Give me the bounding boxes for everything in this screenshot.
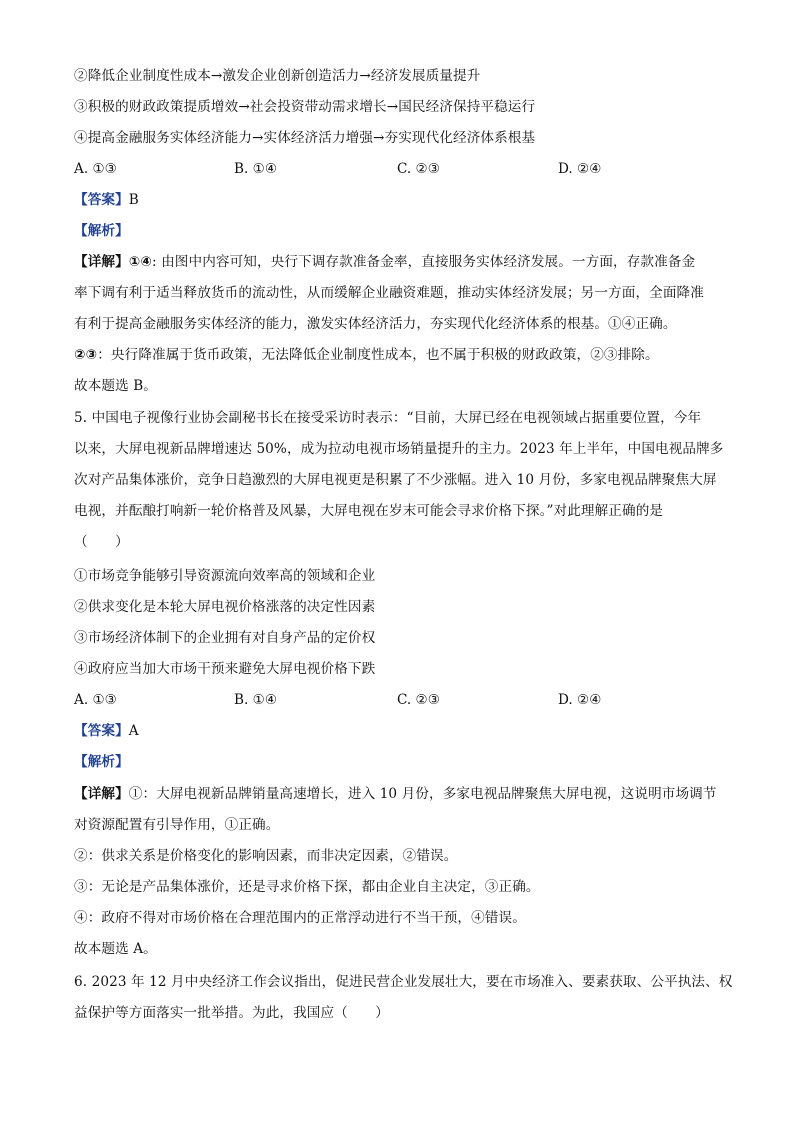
analysis-tag: 【解析】 [74, 223, 129, 239]
q4-detail-line-1 [74, 252, 720, 272]
q5-statement-2: ②供求变化是本轮大屏电视价格涨落的决定性因素 [74, 599, 376, 615]
q4-option-3: ③积极的财政政策提质增效→社会投资带动需求增长→国民经济保持平稳运行 [74, 99, 536, 115]
detail-text: ：央行降准属于货币政策，无法降低企业制度性成本，也不属于积极的财政政策，②③排除。 [97, 347, 659, 363]
answer-tag: 【答案】 [74, 723, 129, 739]
q4-choice-c: C. ②③ [397, 161, 440, 177]
q4-choice-b: B. ①④ [234, 161, 278, 177]
analysis-tag: 【解析】 [74, 754, 129, 770]
detail-tag: 【详解】 [74, 254, 129, 270]
q4-answer [74, 190, 720, 210]
q5-stem-line-5: （ ） [74, 534, 129, 550]
q5-statement-3: ③市场经济体制下的企业拥有对自身产品的定价权 [74, 630, 376, 646]
q4-analysis-heading [74, 221, 720, 241]
q4-detail-line-4 [74, 345, 720, 365]
answer-tag: 【答案】 [74, 192, 129, 208]
q5-stem-line-3: 次对产品集体涨价，竞争日趋激烈的大屏电视更是积累了不少涨幅。进入 10 月份，多家电视品牌聚焦大屏 [74, 472, 717, 488]
q5-choice-a: A. ①③ [74, 692, 117, 708]
q5-stem-line-1: 5. 中国电子视像行业协会副秘书长在接受采访时表示：“目前，大屏已经在电视领域占据重要位置，今年 [74, 410, 702, 426]
q5-detail-line-4: ③：无论是产品集体涨价，还是寻求价格下探，都由企业自主决定，③正确。 [74, 879, 540, 895]
q4-choice-d: D. ②④ [558, 161, 602, 177]
detail-text: ①：大屏电视新品牌销量高速增长，进入 10 月份，多家电视品牌聚焦大屏电视，这说明市场调节 [128, 786, 717, 802]
detail-tag: 【详解】 [74, 786, 129, 802]
q5-detail-line-1 [74, 784, 720, 804]
detail-bold-marker-2: ②③ [74, 347, 98, 363]
q5-conclusion: 故本题选 A。 [74, 941, 157, 957]
q5-detail-line-2: 对资源配置有引导作用，①正确。 [74, 817, 280, 833]
q5-analysis-heading [74, 752, 720, 772]
q4-detail-line-2: 率下调有利于适当释放货币的流动性，从而缓解企业融资难题，推动实体经济发展；另一方面，全面降准 [74, 285, 704, 301]
q4-conclusion: 故本题选 B。 [74, 378, 157, 394]
answer-value: B [128, 192, 139, 208]
q5-statement-1: ①市场竞争能够引导资源流向效率高的领域和企业 [74, 568, 376, 584]
q4-choice-a: A. ①③ [74, 161, 117, 177]
q5-choice-d: D. ②④ [558, 692, 602, 708]
q5-stem-line-2: 以来，大屏电视新品牌增速达 50%，成为拉动电视市场销量提升的主力。2023 年上半年，中国电视品牌多 [74, 441, 724, 457]
q4-option-2: ②降低企业制度性成本→激发企业创新创造活力→经济发展质量提升 [74, 68, 481, 84]
q5-statement-4: ④政府应当加大市场干预来避免大屏电视价格下跌 [74, 661, 376, 677]
detail-bold-marker: ①④ [128, 254, 153, 270]
q5-stem-line-4: 电视，并酝酿打响新一轮价格普及风暴，大屏电视在岁末可能会寻求价格下探。”对此理解正确的是 [74, 503, 664, 519]
q5-choice-c: C. ②③ [397, 692, 440, 708]
detail-text: : 由图中内容可知，央行下调存款准备金率，直接服务实体经济发展。一方面，存款准备金 [152, 254, 696, 270]
q6-stem-line-2: 益保护等方面落实一批举措。为此，我国应（ ） [74, 1005, 389, 1021]
q6-stem-line-1: 6. 2023 年 12 月中央经济工作会议指出，促进民营企业发展壮大，要在市场准入、要素获取、公平执法、权 [74, 974, 733, 990]
q4-detail-line-3: 有利于提高金融服务实体经济的能力，激发实体经济活力，夯实现代化经济体系的根基。①④正确。 [74, 316, 677, 332]
answer-value: A [128, 723, 139, 739]
q5-detail-line-3: ②：供求关系是价格变化的影响因素，而非决定因素，②错误。 [74, 848, 458, 864]
q4-option-4: ④提高金融服务实体经济能力→实体经济活力增强→夯实现代化经济体系根基 [74, 130, 536, 146]
q5-answer [74, 721, 720, 741]
q5-choice-b: B. ①④ [234, 692, 278, 708]
q5-detail-line-5: ④：政府不得对市场价格在合理范围内的正常浮动进行不当干预，④错误。 [74, 910, 526, 926]
